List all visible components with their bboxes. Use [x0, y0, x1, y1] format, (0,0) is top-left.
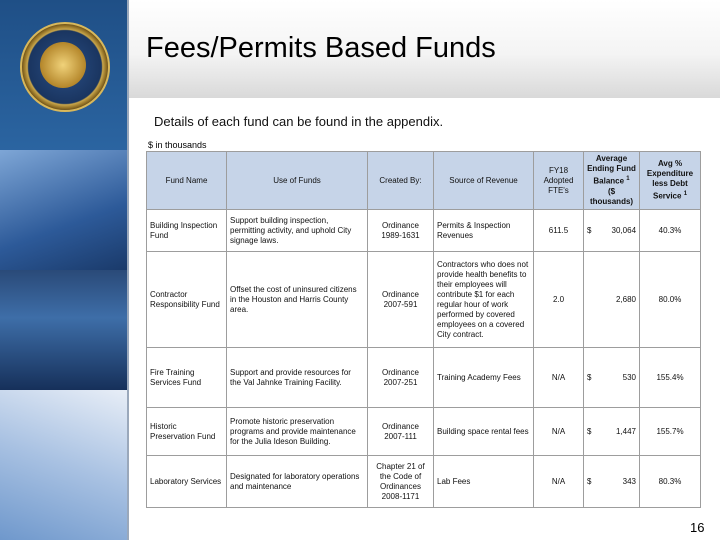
cell-fund-name: Contractor Responsibility Fund	[147, 252, 227, 348]
cell-source-of-revenue: Training Academy Fees	[434, 348, 534, 408]
cell-created-by: Chapter 21 of the Code of Ordinances 2008-1171	[368, 456, 434, 508]
calculator-image	[0, 150, 127, 270]
header-fund-balance-label: Average Ending Fund Balance	[587, 154, 636, 186]
cell-ftes: N/A	[534, 348, 584, 408]
header-source-of-revenue: Source of Revenue	[434, 152, 534, 210]
cell-currency: $	[584, 348, 600, 408]
cell-use-of-funds: Designated for laboratory operations and maintenance	[227, 456, 368, 508]
header-ftes: FY18 Adopted FTE's	[534, 152, 584, 210]
cell-created-by: Ordinance 2007-111	[368, 408, 434, 456]
cell-fund-balance: 1,447	[600, 408, 640, 456]
cell-fund-name: Building Inspection Fund	[147, 210, 227, 252]
table-header-row	[147, 152, 701, 210]
funds-table	[146, 151, 701, 508]
cell-use-of-funds: Support and provide resources for the Val Jahnke Training Facility.	[227, 348, 368, 408]
cell-fund-balance: 530	[600, 348, 640, 408]
slide-subtitle: Details of each fund can be found in the appendix.	[154, 114, 444, 129]
cell-created-by: Ordinance 2007-591	[368, 252, 434, 348]
units-note: $ in thousands	[148, 140, 207, 150]
cell-fund-name: Laboratory Services	[147, 456, 227, 508]
header-fund-balance-footnote: 1	[626, 176, 630, 183]
header-expenditure-footnote: 1	[683, 191, 688, 198]
document-image	[0, 390, 127, 540]
table-row	[147, 210, 701, 252]
cell-use-of-funds: Offset the cost of uninsured citizens in the Houston and Harris County area.	[227, 252, 368, 348]
header-created-by: Created By:	[368, 152, 434, 210]
cell-expenditure: 155.4%	[640, 348, 701, 408]
cell-created-by: Ordinance 1989-1631	[368, 210, 434, 252]
cell-currency	[584, 252, 600, 348]
header-fund-balance-units: ($ thousands)	[589, 186, 634, 206]
header-fund-name: Fund Name	[147, 152, 227, 210]
cell-use-of-funds: Support building inspection, permitting activity, and uphold City signage laws.	[227, 210, 368, 252]
cell-source-of-revenue: Permits & Inspection Revenues	[434, 210, 534, 252]
table-row	[147, 348, 701, 408]
skyline-image	[0, 270, 127, 390]
cell-fund-balance: 343	[600, 456, 640, 508]
cell-source-of-revenue: Building space rental fees	[434, 408, 534, 456]
table-row	[147, 408, 701, 456]
cell-fund-balance: 2,680	[600, 252, 640, 348]
table-row	[147, 252, 701, 348]
cell-ftes: 611.5	[534, 210, 584, 252]
cell-expenditure: 80.0%	[640, 252, 701, 348]
cell-fund-name: Fire Training Services Fund	[147, 348, 227, 408]
cell-currency: $	[584, 456, 600, 508]
header-use-of-funds: Use of Funds	[227, 152, 368, 210]
header-expenditure-label: Avg % Expenditure less Debt Service	[646, 159, 694, 201]
header-fund-balance	[584, 152, 640, 210]
cell-ftes: N/A	[534, 456, 584, 508]
cell-currency: $	[584, 408, 600, 456]
slide-title: Fees/Permits Based Funds	[146, 32, 496, 64]
cell-currency: $	[584, 210, 600, 252]
cell-fund-balance: 30,064	[600, 210, 640, 252]
cell-fund-name: Historic Preservation Fund	[147, 408, 227, 456]
cell-source-of-revenue: Contractors who does not provide health benefits to their employees will contribute $1 for each regular hour of work performed by covered employees on a covered City contract.	[434, 252, 534, 348]
cell-expenditure: 40.3%	[640, 210, 701, 252]
cell-created-by: Ordinance 2007-251	[368, 348, 434, 408]
sidebar-panel	[0, 0, 127, 540]
cell-ftes: N/A	[534, 408, 584, 456]
header-expenditure	[640, 152, 701, 210]
page-number: 16	[690, 520, 705, 535]
table-row	[147, 456, 701, 508]
cell-ftes: 2.0	[534, 252, 584, 348]
cell-use-of-funds: Promote historic preservation programs and provide maintenance for the Julia Ideson Building.	[227, 408, 368, 456]
cell-expenditure: 155.7%	[640, 408, 701, 456]
cell-expenditure: 80.3%	[640, 456, 701, 508]
seal-center-icon	[40, 42, 86, 88]
cell-source-of-revenue: Lab Fees	[434, 456, 534, 508]
city-seal-icon	[20, 22, 110, 112]
